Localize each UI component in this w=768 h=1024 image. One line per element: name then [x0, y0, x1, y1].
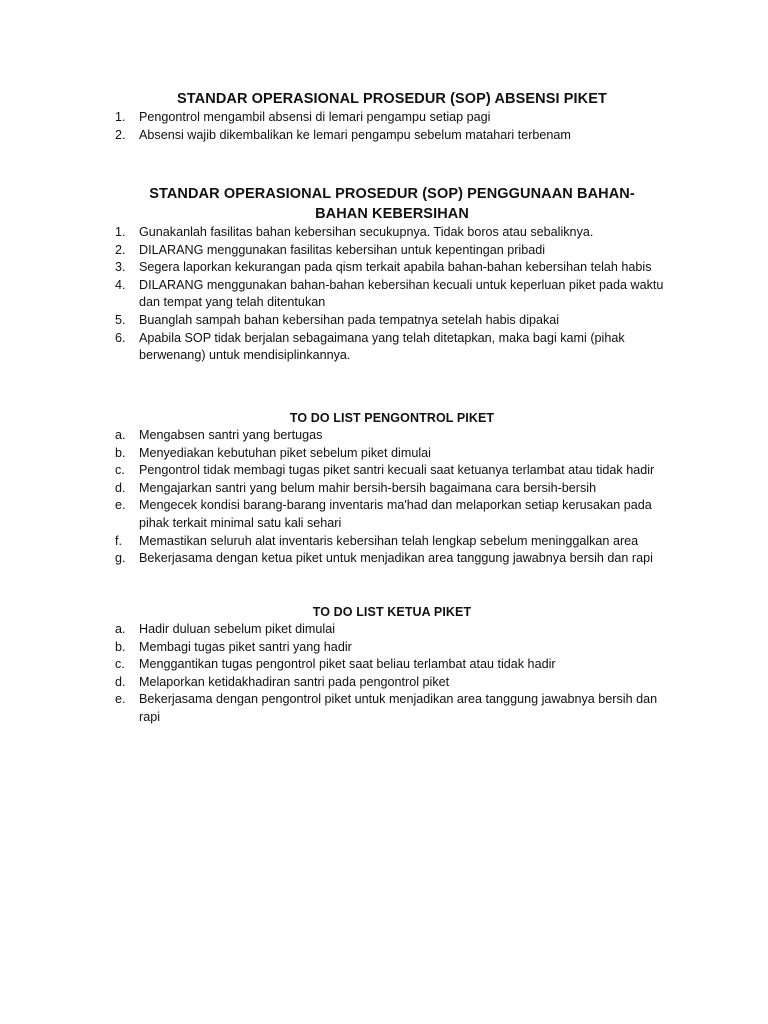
list-item [112, 621, 672, 639]
list-item-text: Segera laporkan kekurangan pada qism terkait apabila bahan-bahan kebersihan telah habis [139, 260, 652, 275]
list-marker: c. [115, 463, 125, 478]
list-item-text: Mengajarkan santri yang belum mahir bersih-bersih bagaimana cara bersih-bersih [139, 480, 597, 495]
list-item-text: Memastikan seluruh alat inventaris kebersihan telah lengkap sebelum meninggalkan area [139, 533, 639, 548]
section-todo-pengontrol-piket [112, 409, 672, 568]
list-marker: 6. [115, 330, 126, 345]
list-marker: 1. [115, 110, 126, 124]
section-sop-absensi-piket [112, 89, 672, 144]
list-item-text: Pengontrol mengambil absensi di lemari pengampu setiap pagi [139, 110, 491, 124]
list-item [112, 127, 672, 145]
list-marker: a. [115, 622, 126, 636]
list-item-text: Menyediakan kebutuhan piket sebelum piket dimulai [139, 445, 431, 460]
list-item [112, 445, 672, 463]
list-item [112, 224, 672, 242]
list-item [112, 674, 672, 692]
list-marker: b. [115, 639, 126, 654]
list-item [112, 242, 672, 260]
section-title: STANDAR OPERASIONAL PROSEDUR (SOP) ABSENSI PIKET [177, 91, 607, 107]
list-marker: e. [115, 692, 126, 707]
list-item-text: Hadir duluan sebelum piket dimulai [139, 622, 336, 636]
list-item [112, 497, 672, 532]
section-sop-bahan-kebersihan [112, 184, 672, 365]
list-marker: 5. [115, 312, 126, 327]
list-item-text: Apabila SOP tidak berjalan sebagaimana yang telah ditetapkan, maka bagi kami (pihak berwenang) untuk mendisiplinkannya. [139, 330, 625, 363]
list-marker: d. [115, 674, 126, 689]
section-title: STANDAR OPERASIONAL PROSEDUR (SOP) PENGGUNAAN BAHAN-BAHAN KEBERSIHAN [149, 186, 635, 222]
list-item-text: Pengontrol tidak membagi tugas piket santri kecuali saat ketuanya terlambat atau tidak hadir [139, 463, 655, 478]
list-item-text: Mengecek kondisi barang-barang inventaris ma'had dan melaporkan setiap kerusakan pada pihak terkait minimal satu kali sehari [139, 498, 652, 530]
list-marker: a. [115, 428, 126, 442]
list-item [112, 656, 672, 674]
list-marker: d. [115, 480, 126, 495]
section-title: TO DO LIST PENGONTROL PIKET [289, 411, 495, 425]
list-item [112, 109, 672, 127]
list-marker: 1. [115, 225, 126, 239]
list-item [112, 533, 672, 551]
list-marker: b. [115, 445, 126, 460]
list-item-text: DILARANG menggunakan bahan-bahan kebersihan kecuali untuk keperluan piket pada waktu dan tempat yang telah ditentukan [139, 277, 664, 310]
list-item-text: Mengabsen santri yang bertugas [139, 428, 323, 442]
list-item [112, 330, 672, 365]
numbered-list [112, 109, 672, 144]
list-item [112, 462, 672, 480]
list-item [112, 691, 672, 726]
lettered-list [112, 621, 672, 727]
list-marker: f. [115, 533, 122, 548]
lettered-list [112, 427, 672, 568]
list-item-text: Membagi tugas piket santri yang hadir [139, 639, 352, 654]
list-item [112, 259, 672, 277]
list-item [112, 277, 672, 312]
list-marker: 2. [115, 127, 126, 142]
list-item [112, 550, 672, 568]
list-item-text: Gunakanlah fasilitas bahan kebersihan secukupnya. Tidak boros atau sebaliknya. [139, 225, 594, 239]
section-title: TO DO LIST KETUA PIKET [312, 605, 472, 619]
list-item [112, 639, 672, 657]
list-item [112, 312, 672, 330]
list-marker: g. [115, 551, 126, 566]
list-item-text: Absensi wajib dikembalikan ke lemari pengampu sebelum matahari terbenam [139, 127, 571, 142]
list-item-text: Melaporkan ketidakhadiran santri pada pengontrol piket [139, 674, 450, 689]
list-marker: e. [115, 498, 126, 513]
list-item [112, 427, 672, 445]
list-marker: 3. [115, 260, 126, 275]
list-marker: 4. [115, 277, 126, 292]
list-item [112, 480, 672, 498]
list-item-text: Bekerjasama dengan ketua piket untuk menjadikan area tanggung jawabnya bersih dan rapi [139, 551, 653, 566]
list-marker: c. [115, 657, 125, 672]
numbered-list [112, 224, 672, 365]
list-item-text: Bekerjasama dengan pengontrol piket untuk menjadikan area tanggung jawabnya bersih dan rapi [139, 692, 658, 724]
list-marker: 2. [115, 242, 126, 257]
list-item-text: Buanglah sampah bahan kebersihan pada tempatnya setelah habis dipakai [139, 312, 560, 327]
section-todo-ketua-piket [112, 603, 672, 727]
list-item-text: Menggantikan tugas pengontrol piket saat beliau terlambat atau tidak hadir [139, 657, 556, 672]
list-item-text: DILARANG menggunakan fasilitas kebersihan untuk kepentingan pribadi [139, 242, 546, 257]
